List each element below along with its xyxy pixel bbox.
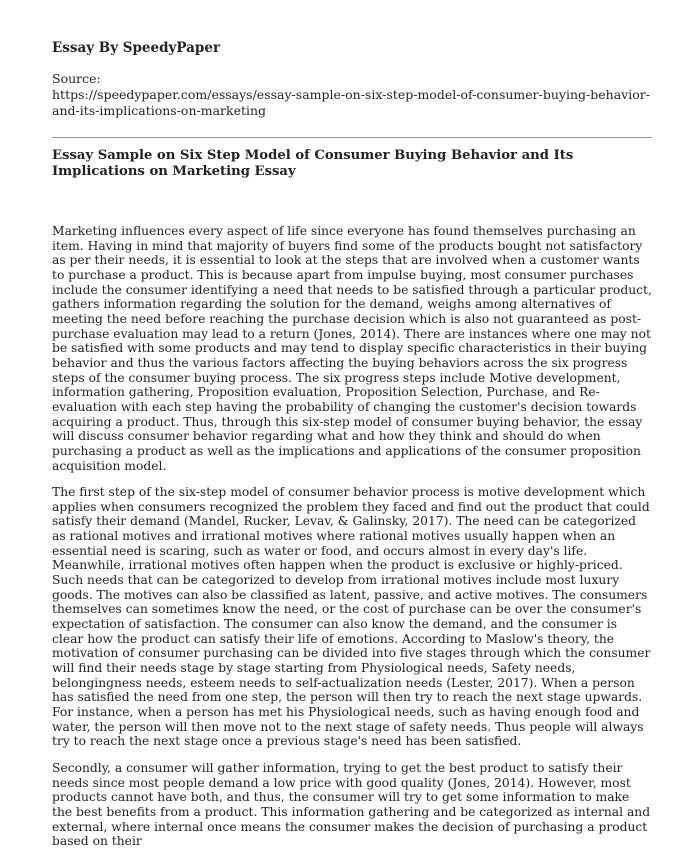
divider [52,137,652,138]
source-label: Source: [52,71,101,86]
paragraph: The first step of the six-step model of consumer behavior process is motive development which applies when consumers recognized the problem they faced and find out the product that could satisfy their demand (Mandel, Rucker, Levav, & Galinsky, 2017). The need can be categorized as rational motives and irrational motives where rational motives usually happen when an essential need is scaring, such as water or food, and occurs almost in every day's life. Meanwhile, irrational motives often happen when the product is exclusive or highly-priced. Such needs that can be categorized to develop from irrational motives include most luxury goods. The motives can also be classified as latent, passive, and active motives. The consumers themselves can sometimes know the need, or the cost of purchase can be over the consumer's expectation of satisfaction. The consumer can also know the demand, and the consumer is clear how the product can satisfy their life of emotions. According to Maslow's theory, the motivation of consumer purchasing can be divided into five stages through which the consumer will find their needs stage by stage starting from Physiological needs, Safety needs, belongingness needs, esteem needs to self-actualization needs (Lester, 2017). When a person has satisfied the need from one step, the person will then try to reach the next stage upwards. For instance, when a person has met his Physiological needs, such as having enough food and water, the person will then move not to the next stage of safety needs. Thus people will always try to reach the next stage once a previous stage's need has been satisfied. [52,485,651,749]
document-header: Essay By SpeedyPaper [52,40,221,56]
document-page [52,40,652,861]
essay-title: Essay Sample on Six Step Model of Consumer Buying Behavior and Its Implications on Marketing Essay [52,148,574,179]
paragraph: Marketing influences every aspect of life since everyone has found themselves purchasing an item. Having in mind that majority of buyers find some of the products bought not satisfactory as per their needs, it is essential to look at the steps that are involved when a customer wants to purchase a product. This is because apart from impulse buying, most consumer purchases include the consumer identifying a need that needs to be satisfied through a particular product, gathers information regarding the solution for the demand, weighs among alternatives of meeting the need before reaching the purchase decision which is also not guaranteed as post-purchase evaluation may lead to a return (Jones, 2014). There are instances where one may not be satisfied with some products and may tend to display specific characteristics in their buying behavior and thus the various factors affecting the buying behaviors across the six progress steps of the consumer buying process. The six progress steps include Motive development, information gathering, Proposition evaluation, Proposition Selection, Purchase, and Re-evaluation with each step having the probability of changing the customer's decision towards acquiring a product. Thus, through this six-step model of consumer buying behavior, the essay will discuss consumer behavior regarding what and how they think and should do when purchasing a product as well as the implications and applications of the consumer proposition acquisition model. [52,224,652,473]
source-url[interactable]: https://speedypaper.com/essays/essay-sample-on-six-step-model-of-consumer-buying-behavior-and-its-implications-on-marketing [52,87,650,118]
paragraph: Secondly, a consumer will gather information, trying to get the best product to satisfy their needs since most people demand a low price with good quality (Jones, 2014). However, most products cannot have both, and thus, the consumer will try to get some information to make the best benefits from a product. This information gathering and be categorized as internal and external, where internal once means the consumer makes the decision of purchasing a product based on their [52,760,651,849]
